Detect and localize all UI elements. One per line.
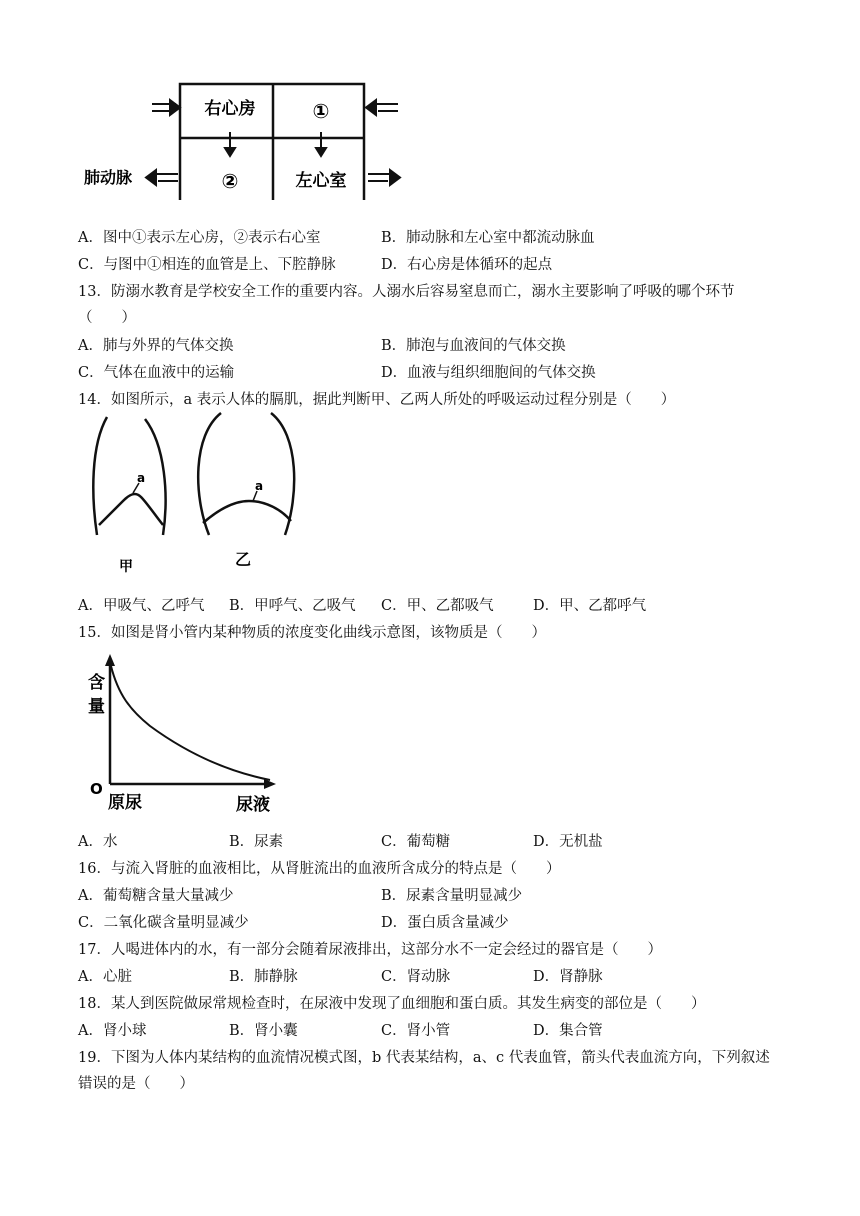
q12-option-a[interactable]: A．图中①表示左心房，②表示右心室 <box>78 230 321 246</box>
q16-option-b[interactable]: B．尿素含量明显减少 <box>381 888 523 904</box>
label-circle1: ① <box>312 99 330 123</box>
x-start-label: 原尿 <box>108 793 142 813</box>
label-a-jia: a <box>137 471 146 485</box>
q19-stem-line2: 错误的是（ ） <box>78 1076 194 1092</box>
arrow-right-atrium-down <box>225 132 235 156</box>
arrow-circle1-down <box>316 132 326 156</box>
ylabel-bottom: 量 <box>88 697 105 717</box>
label-left-ventricle: 左心室 <box>295 171 347 191</box>
q14-option-a[interactable]: A．甲吸气、乙呼气 <box>78 598 205 614</box>
x-end-label: 尿液 <box>236 795 270 815</box>
q13-option-c[interactable]: C．气体在血液中的运输 <box>78 365 235 381</box>
q15-stem: 15．如图是肾小管内某种物质的浓度变化曲线示意图，该物质是（ ） <box>78 625 546 641</box>
q13-option-d[interactable]: D．血液与组织细胞间的气体交换 <box>381 365 596 381</box>
q15-option-b[interactable]: B．尿素 <box>229 834 284 850</box>
label-yi: 乙 <box>235 550 252 569</box>
q15-option-c[interactable]: C．葡萄糖 <box>381 834 451 850</box>
label-circle2: ② <box>221 169 239 193</box>
q16-option-c[interactable]: C．二氧化碳含量明显减少 <box>78 915 249 931</box>
q12-option-d[interactable]: D．右心房是体循环的起点 <box>381 257 553 273</box>
q18-option-a[interactable]: A．肾小球 <box>78 1023 147 1039</box>
heart-diagram <box>80 80 420 200</box>
arrow-out-pulmonary-artery <box>146 170 178 185</box>
q14-option-d[interactable]: D．甲、乙都呼气 <box>533 598 647 614</box>
q17-option-c[interactable]: C．肾动脉 <box>381 969 451 985</box>
q17-option-b[interactable]: B．肺静脉 <box>229 969 298 985</box>
ylabel-top: 含 <box>88 673 105 693</box>
arrow-into-circle1 <box>366 100 398 115</box>
q14-option-c[interactable]: C．甲、乙都吸气 <box>381 598 494 614</box>
y-axis-arrow <box>105 654 115 666</box>
label-pulmonary-artery: 肺动脉 <box>84 168 133 187</box>
q17-option-d[interactable]: D．肾静脉 <box>533 969 603 985</box>
label-a-yi: a <box>255 479 264 493</box>
q18-option-b[interactable]: B．肾小囊 <box>229 1023 298 1039</box>
concentration-curve <box>111 666 270 780</box>
q18-option-d[interactable]: D．集合管 <box>533 1023 603 1039</box>
origin-label: O <box>90 780 103 798</box>
q19-stem-line1: 19．下图为人体内某结构的血流情况模式图，b 代表某结构，a、c 代表血管，箭头代表血流方向，下列叙述 <box>78 1050 770 1066</box>
chest-outline-right-a <box>145 419 166 535</box>
q13-option-a[interactable]: A．肺与外界的气体交换 <box>78 338 234 354</box>
x-axis-arrow <box>264 779 276 789</box>
q15-option-d[interactable]: D．无机盐 <box>533 834 603 850</box>
q16-option-a[interactable]: A．葡萄糖含量大量减少 <box>78 888 234 904</box>
q13-stem-line2: （ ） <box>78 310 136 326</box>
chest-outline-right-b <box>271 413 294 535</box>
diaphragm-figure <box>85 405 315 575</box>
q13-stem-line1: 13．防溺水教育是学校安全工作的重要内容。人溺水后容易窒息而亡，溺水主要影响了呼吸的哪个环节 <box>78 284 735 300</box>
q17-option-a[interactable]: A．心脏 <box>78 969 132 985</box>
q17-stem: 17．人喝进体内的水，有一部分会随着尿液排出，这部分水不一定会经过的器官是（ ） <box>78 942 662 958</box>
label-right-atrium: 右心房 <box>204 99 256 119</box>
q12-option-b[interactable]: B．肺动脉和左心室中都流动脉血 <box>381 230 595 246</box>
label-jia: 甲 <box>119 559 133 575</box>
q13-option-b[interactable]: B．肺泡与血液间的气体交换 <box>381 338 566 354</box>
diaphragm-jia <box>99 494 163 525</box>
diaphragm-yi <box>203 501 291 523</box>
q18-option-c[interactable]: C．肾小管 <box>381 1023 451 1039</box>
arrow-out-left-ventricle <box>368 170 400 185</box>
q15-option-a[interactable]: A．水 <box>78 834 118 850</box>
arrow-into-right-atrium <box>152 100 180 115</box>
concentration-chart <box>80 648 290 818</box>
q16-stem: 16．与流入肾脏的血液相比，从肾脏流出的血液所含成分的特点是（ ） <box>78 861 561 877</box>
q12-option-c[interactable]: C．与图中①相连的血管是上、下腔静脉 <box>78 257 336 273</box>
q14-stem: 14．如图所示，a 表示人体的膈肌，据此判断甲、乙两人所处的呼吸运动过程分别是（ ） <box>78 392 676 408</box>
q18-stem: 18．某人到医院做尿常规检查时，在尿液中发现了血细胞和蛋白质。其发生病变的部位是（ ） <box>78 996 706 1012</box>
q16-option-d[interactable]: D．蛋白质含量减少 <box>381 915 509 931</box>
q14-option-b[interactable]: B．甲呼气、乙吸气 <box>229 598 356 614</box>
